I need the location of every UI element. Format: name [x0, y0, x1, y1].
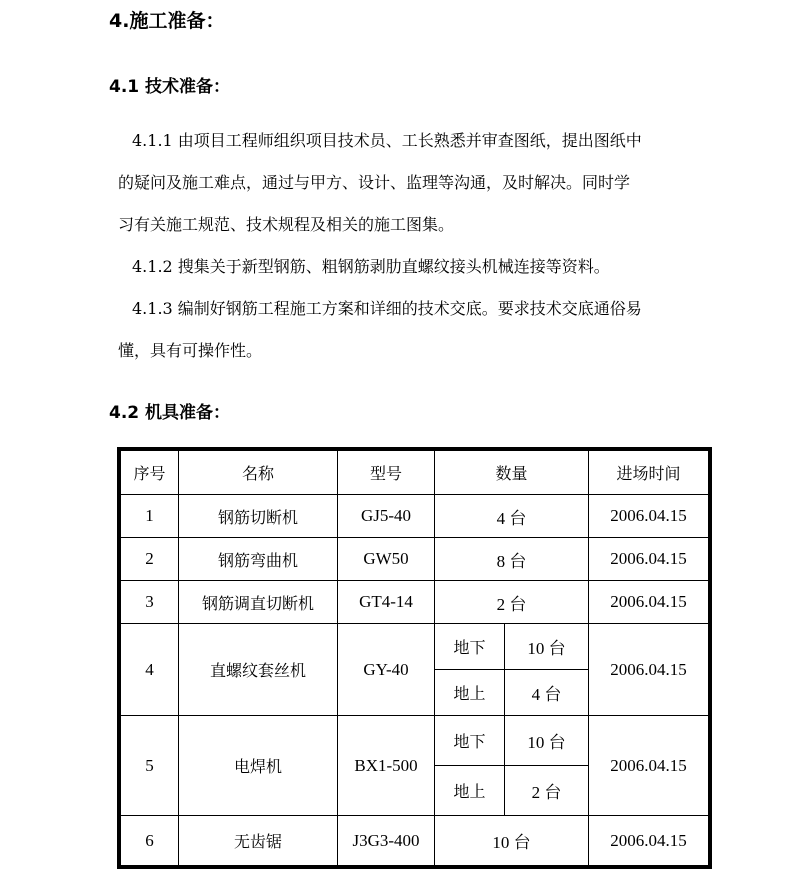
cell-name: 钢筋切断机 — [179, 495, 338, 538]
cell-name: 直螺纹套丝机 — [179, 624, 338, 716]
table-header-row — [121, 451, 709, 495]
cell-name: 钢筋弯曲机 — [179, 538, 338, 581]
paragraph-4-1-3 — [118, 288, 728, 372]
section-title-technical: 4.1 技术准备： — [109, 77, 231, 97]
table-row — [121, 624, 709, 670]
table-row — [121, 716, 709, 766]
section-title-equipment: 4.2 机具准备： — [109, 403, 231, 423]
header-quantity: 数量 — [435, 451, 589, 495]
cell-date: 2006.04.15 — [589, 716, 709, 816]
cell-no: 3 — [121, 581, 179, 624]
table-row — [121, 816, 709, 866]
table-row — [121, 581, 709, 624]
cell-no: 6 — [121, 816, 179, 866]
cell-date: 2006.04.15 — [589, 581, 709, 624]
header-date: 进场时间 — [589, 451, 709, 495]
cell-location: 地上 — [435, 670, 505, 716]
cell-location: 地下 — [435, 716, 505, 766]
cell-quantity: 8 台 — [435, 538, 589, 581]
cell-date: 2006.04.15 — [589, 538, 709, 581]
paragraph-line: 懂，具有可操作性。 — [118, 341, 263, 360]
paragraph-line: 习有关施工规范、技术规程及相关的施工图集。 — [118, 215, 455, 234]
header-model: 型号 — [338, 451, 435, 495]
cell-no: 1 — [121, 495, 179, 538]
cell-no: 2 — [121, 538, 179, 581]
paragraph-line: 4.1.1 由项目工程师组织项目技术员、工长熟悉并审查图纸，提出图纸中 — [132, 131, 642, 150]
page-heading: 4.施工准备： — [109, 10, 225, 32]
header-name: 名称 — [179, 451, 338, 495]
cell-quantity: 10 台 — [505, 716, 589, 766]
cell-quantity: 4 台 — [435, 495, 589, 538]
cell-model: BX1-500 — [338, 716, 435, 816]
cell-quantity: 10 台 — [505, 624, 589, 670]
paragraph-line: 4.1.3 编制好钢筋工程施工方案和详细的技术交底。要求技术交底通俗易 — [132, 299, 642, 318]
cell-no: 4 — [121, 624, 179, 716]
paragraph-4-1-2 — [118, 246, 728, 288]
cell-name: 钢筋调直切断机 — [179, 581, 338, 624]
paragraph-4-1-1 — [118, 120, 728, 246]
cell-name: 电焊机 — [179, 716, 338, 816]
cell-model: J3G3-400 — [338, 816, 435, 866]
cell-quantity: 4 台 — [505, 670, 589, 716]
cell-name: 无齿锯 — [179, 816, 338, 866]
paragraph-line: 4.1.2 搜集关于新型钢筋、粗钢筋剥肋直螺纹接头机械连接等资料。 — [132, 257, 610, 276]
cell-quantity: 2 台 — [505, 766, 589, 816]
cell-location: 地上 — [435, 766, 505, 816]
cell-model: GW50 — [338, 538, 435, 581]
table-row — [121, 495, 709, 538]
equipment-table — [117, 447, 712, 869]
cell-quantity: 10 台 — [435, 816, 589, 866]
cell-model: GJ5-40 — [338, 495, 435, 538]
cell-model: GT4-14 — [338, 581, 435, 624]
cell-date: 2006.04.15 — [589, 624, 709, 716]
cell-quantity: 2 台 — [435, 581, 589, 624]
cell-date: 2006.04.15 — [589, 816, 709, 866]
cell-date: 2006.04.15 — [589, 495, 709, 538]
cell-model: GY-40 — [338, 624, 435, 716]
cell-no: 5 — [121, 716, 179, 816]
cell-location: 地下 — [435, 624, 505, 670]
header-no: 序号 — [121, 451, 179, 495]
table-row — [121, 538, 709, 581]
paragraph-line: 的疑问及施工难点，通过与甲方、设计、监理等沟通，及时解决。同时学 — [118, 173, 631, 192]
